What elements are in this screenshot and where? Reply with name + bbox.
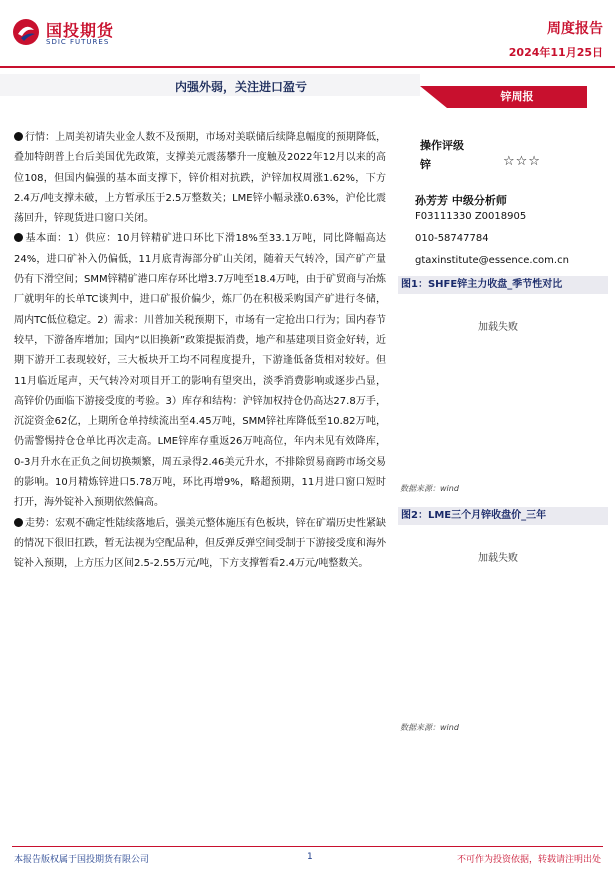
- footer-divider: [12, 846, 603, 847]
- footer-copyright: 本报告版权属于国投期货有限公司: [14, 855, 150, 865]
- report-title: 内强外弱，关注进口盈亏: [175, 80, 308, 94]
- header-divider: [0, 66, 615, 68]
- report-date: 2024年11月25日: [508, 46, 603, 59]
- figure-1-load-failed: 加载失败: [478, 322, 518, 333]
- paragraph-market-text: 行情：上周美初请失业金人数不及预期，市场对美联储后续降息幅度的预期降低，叠加特朗普上台后美国优先政策，支撑美元震荡攀升一度触及2022年12月以来的高位108，但国内偏强的基本面支撑下，锌价相对抗跌，沪锌加权周涨1.62%，下方2.4万/吨支撑未破，上方暂承压于2.5万整数关；LME锌小幅录涨0.63%，沪伦比震荡回升，锌现货进口窗口关闭。: [14, 132, 386, 225]
- paragraph-market: [14, 128, 386, 229]
- bullet-icon: [14, 233, 23, 242]
- report-category-tab: 锌周报: [447, 86, 587, 108]
- title-bar: [0, 74, 615, 103]
- analyst-codes: F03111330 Z0018905: [415, 211, 527, 222]
- logo-name: 国投期货: [46, 21, 115, 40]
- report-body: [14, 128, 386, 575]
- analyst-email: gtaxinstitute@essence.com.cn: [415, 255, 569, 266]
- paragraph-trend: [14, 514, 386, 575]
- company-logo: [12, 14, 142, 50]
- paragraph-trend-text: 走势：宏观不确定性陆续落地后，强美元整体施压有色板块，锌在矿端历史性紧缺的情况下很旧扛跌，暂无法视为空配品种，但反弹反弹空间受制于下游接受度和海外锭补入预期，上方压力区间2.5-2.55万元/吨，下方支撑暂看2.4万元/吨整数关。: [14, 517, 386, 570]
- rating-metal: 锌: [420, 158, 431, 171]
- logo-mark-icon: [12, 18, 40, 46]
- rating-stars: ☆☆☆: [503, 154, 541, 169]
- page-number: 1: [307, 852, 313, 862]
- figure-1-source: 数据来源：wind: [400, 484, 459, 493]
- figure-2-title: 图2：LME三个月锌收盘价_三年: [398, 507, 608, 525]
- analyst-phone: 010-58747784: [415, 233, 489, 244]
- footer-disclaimer: 不可作为投资依据，转载请注明出处: [456, 855, 601, 865]
- figure-1-title: 图1：SHFE锌主力收盘_季节性对比: [398, 276, 608, 294]
- report-type: 周度报告: [547, 21, 603, 37]
- figure-2-load-failed: 加载失败: [478, 553, 518, 564]
- rating-title: 操作评级: [420, 139, 464, 152]
- paragraph-fundamentals-text: 基本面：1）供应：10月锌精矿进口环比下滑18%至33.1万吨，同比降幅高达24%，进口矿补入仍偏低，11月底青海部分矿山关闭，随着天气转冷，国产矿产量仍有下滑空间；SMM锌精矿港口库存环比增3.7万吨至18.4万吨，由于矿贸商与冶炼厂就明年的长单TC谈判中，进口矿报价偏少，炼厂仍在积极采购国产矿进行冬储，周内TC低位稳定。2）需求：川普加关税预期下，市场有一定抢出口行为；国内春节较早，下游备库增加；国内“以旧换新”政策提振消费，地产和基建项目资金好转，近期下游开工表现较好，三大板块开工均不同程度提升，下游逢低备货相对较好。但11月临近尾声，天气转冷对项目开工的影响有望突出，淡季消费影响或逐步凸显，高锌价仍面临下游接受度的考验。3）库存和结构：沪锌加权持仓仍高达27.8万手，沉淀资金62亿，上期所仓单持续流出至4.45万吨，SMM锌社库降低至10.82万吨，仍需警惕持仓仓单比再次走高。LME锌库存重返26万吨高位，年内未见有效降库，0-3月升水在正负之间切换频繁，周五录得2.46美元升水，不排除贸易商跨市场交易的影响。10月精炼锌进口5.78万吨，环比再增9%，略超预期，11月进口窗口短时打开，海外锭补入预期依然偏高。: [14, 233, 386, 509]
- figure-2-source: 数据来源：wind: [400, 723, 459, 732]
- bullet-icon: [14, 132, 23, 141]
- paragraph-fundamentals: [14, 229, 386, 513]
- bullet-icon: [14, 518, 23, 527]
- logo-english-name: SDIC FUTURES: [46, 38, 110, 46]
- analyst-name: 孙芳芳 中级分析师: [415, 194, 507, 207]
- title-tab-notch: [420, 86, 447, 108]
